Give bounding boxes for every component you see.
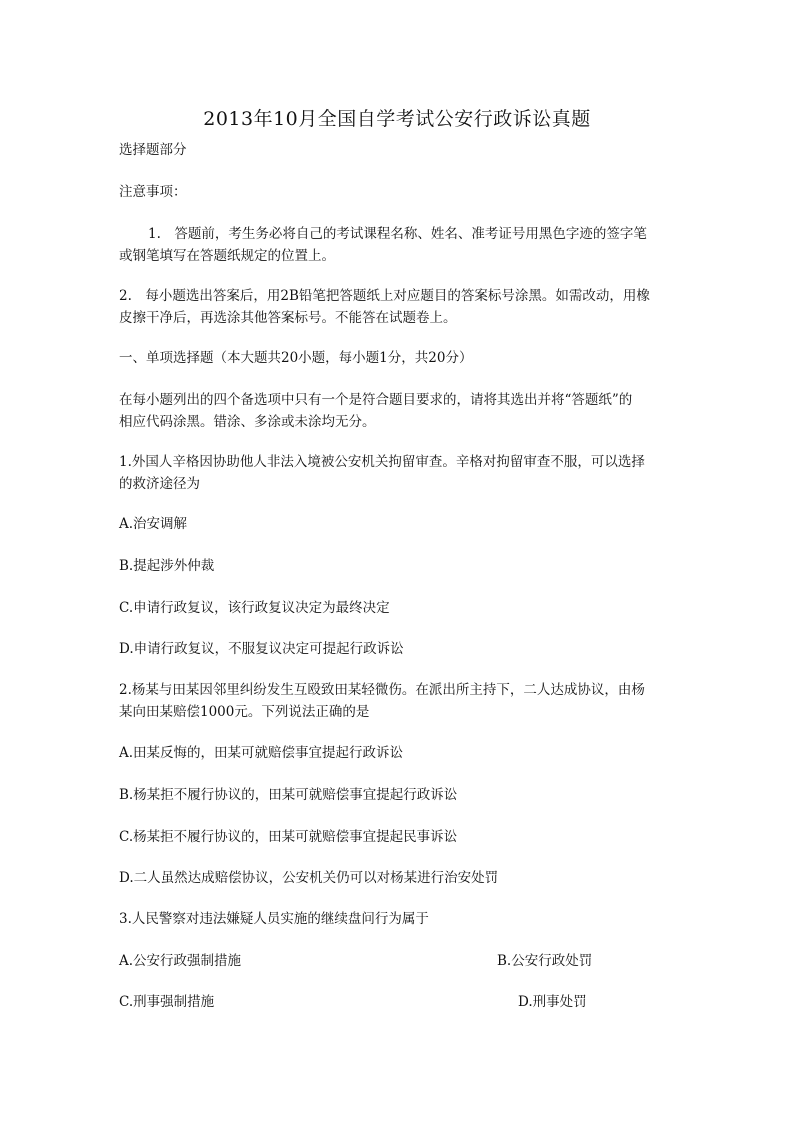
- question-1-stem-line-1: 1.外国人辛格因协助他人非法入境被公安机关拘留审查。辛格对拘留审查不服，可以选择: [119, 454, 645, 470]
- instructions-line-2: 相应代码涂黑。错涂、多涂或未涂均无分。: [119, 414, 376, 430]
- notes-heading: 注意事项：: [119, 184, 187, 200]
- question-2-option-a: A.田某反悔的，田某可就赔偿事宜提起行政诉讼: [119, 745, 404, 761]
- question-3-option-d: D.刑事处罚: [518, 994, 587, 1010]
- part-heading: 一、单项选择题（本大题共20小题，每小题1分，共20分）: [119, 350, 473, 366]
- note-1-line-2: 或钢笔填写在答题纸规定的位置上。: [119, 248, 335, 264]
- question-3-stem: 3.人民警察对违法嫌疑人员实施的继续盘问行为属于: [119, 911, 429, 927]
- question-1-option-c: C.申请行政复议，该行政复议决定为最终决定: [119, 600, 390, 616]
- question-1-option-d: D.申请行政复议，不服复议决定可提起行政诉讼: [119, 641, 404, 657]
- question-3-option-a: A.公安行政强制措施: [119, 953, 242, 969]
- question-2-option-d: D.二人虽然达成赔偿协议，公安机关仍可以对杨某进行治安处罚: [119, 870, 499, 886]
- question-2-stem-line-2: 某向田某赔偿1000元。下列说法正确的是: [119, 704, 370, 720]
- question-2-stem-line-1: 2.杨某与田某因邻里纠纷发生互殴致田某轻微伤。在派出所主持下，二人达成协议，由杨: [119, 682, 645, 698]
- question-3-option-c: C.刑事强制措施: [119, 994, 215, 1010]
- question-2-option-b: B.杨某拒不履行协议的，田某可就赔偿事宜提起行政诉讼: [119, 787, 458, 803]
- note-2-line-1: 2. 每小题选出答案后，用2B铅笔把答题纸上对应题目的答案标号涂黑。如需改动，用橡: [119, 288, 650, 304]
- question-3-option-b: B.公安行政处罚: [497, 953, 593, 969]
- page-title: 2013年10月全国自学考试公安行政诉讼真题: [203, 108, 591, 130]
- instructions-line-1: 在每小题列出的四个备选项中只有一个是符合题目要求的，请将其选出并将“答题纸”的: [119, 392, 633, 408]
- question-1-option-b: B.提起涉外仲裁: [119, 558, 215, 574]
- note-1-line-1: 1. 答题前，考生务必将自己的考试课程名称、姓名、准考证号用黑色字迹的签字笔: [148, 226, 647, 242]
- question-2-option-c: C.杨某拒不履行协议的，田某可就赔偿事宜提起民事诉讼: [119, 829, 458, 845]
- question-1-stem-line-2: 的救济途径为: [119, 476, 200, 492]
- question-1-option-a: A.治安调解: [119, 516, 188, 532]
- section-label: 选择题部分: [119, 142, 187, 158]
- note-2-line-2: 皮擦干净后，再选涂其他答案标号。不能答在试题卷上。: [119, 310, 457, 326]
